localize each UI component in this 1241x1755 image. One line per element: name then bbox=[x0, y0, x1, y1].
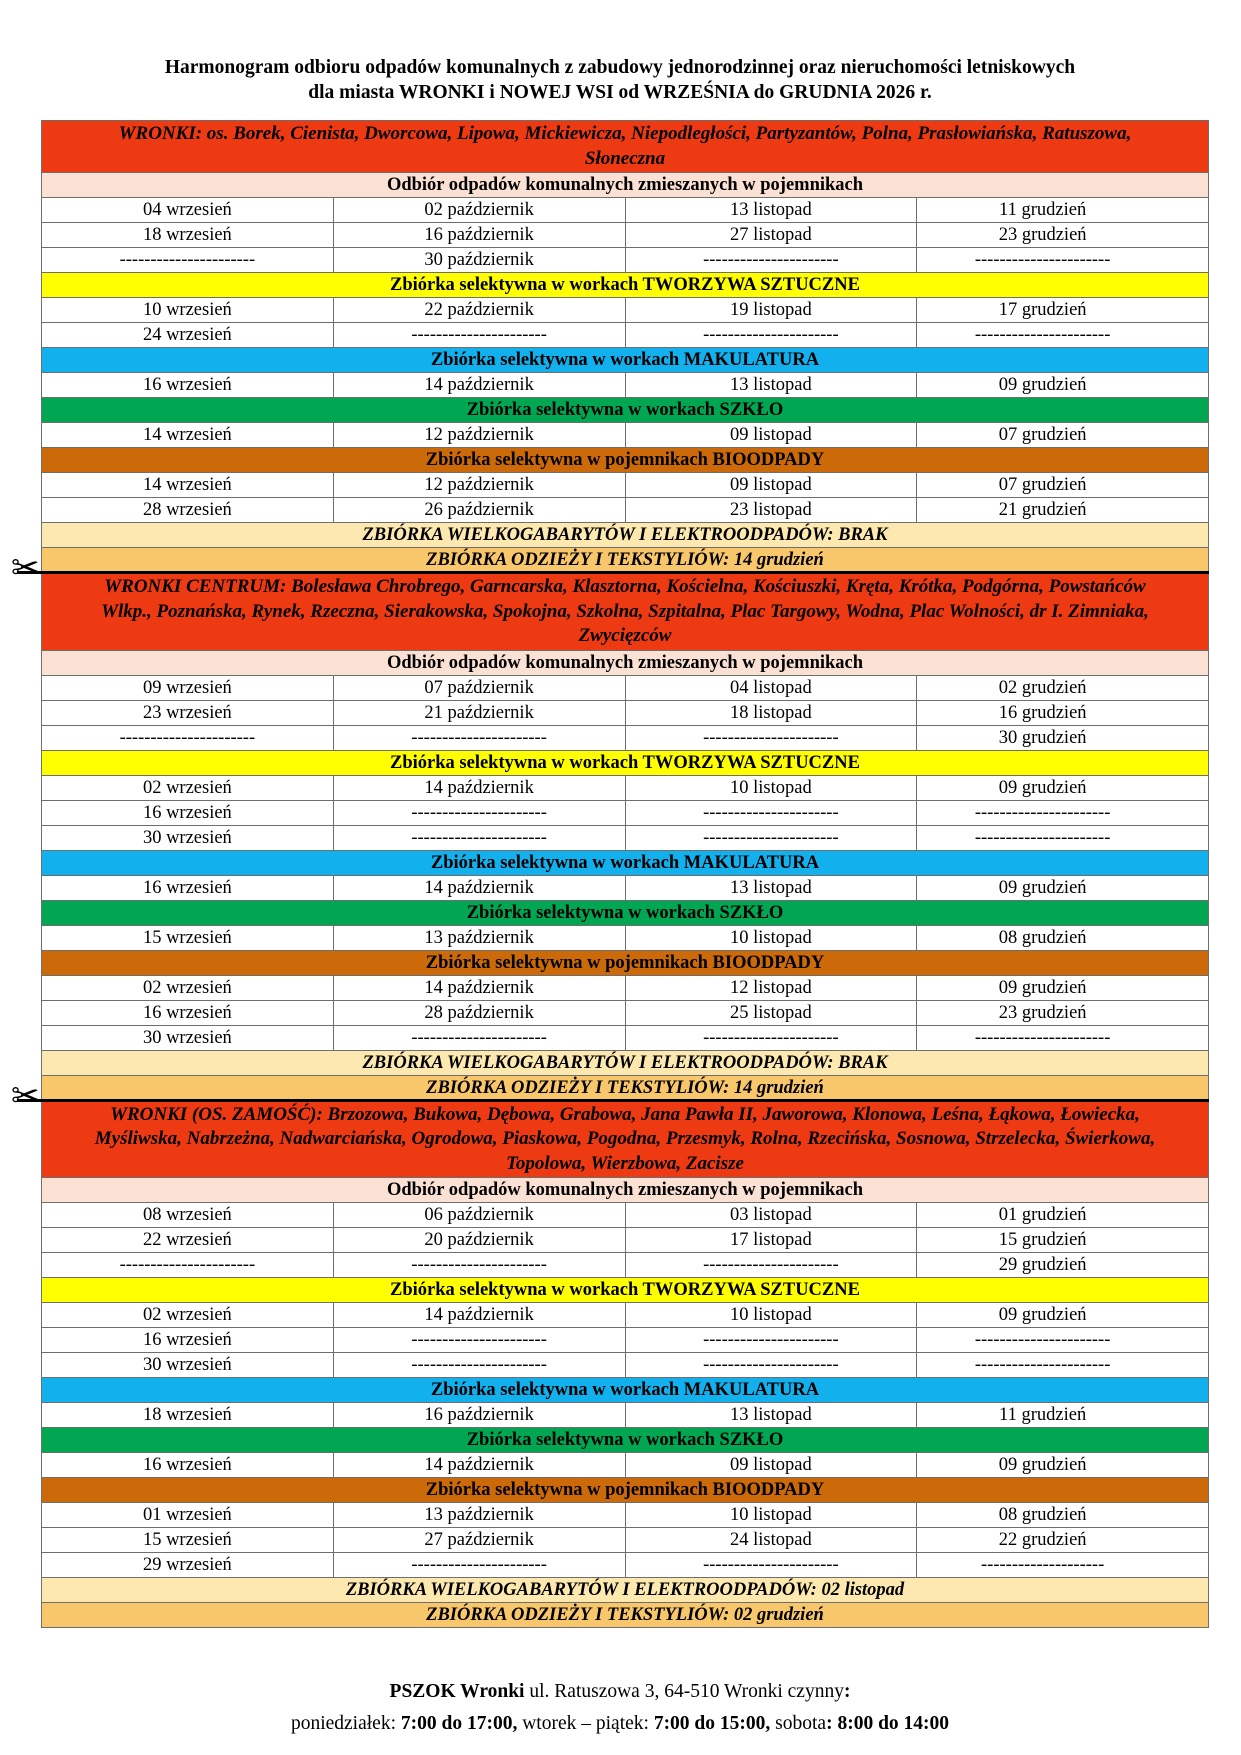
date-cell: 13 październik bbox=[333, 925, 625, 950]
date-row bbox=[42, 825, 1209, 850]
collection-header-plastic: Zbiórka selektywna w workach TWORZYWA SZTUCZNE bbox=[42, 273, 1209, 298]
date-cell: ---------------------- bbox=[625, 825, 917, 850]
date-cell: 06 październik bbox=[333, 1203, 625, 1228]
date-row bbox=[42, 1000, 1209, 1025]
date-cell: ---------------------- bbox=[333, 800, 625, 825]
date-cell: ---------------------- bbox=[333, 725, 625, 750]
date-cell: 16 wrzesień bbox=[42, 1328, 334, 1353]
date-cell: 15 grudzień bbox=[917, 1228, 1209, 1253]
collection-header-paper: Zbiórka selektywna w workach MAKULATURA bbox=[42, 850, 1209, 875]
date-cell: ---------------------- bbox=[333, 825, 625, 850]
title-line-1: Harmonogram odbioru odpadów komunalnych z zabudowy jednorodzinnej oraz nieruchomości letniskowych bbox=[164, 57, 1076, 78]
date-cell: 13 listopad bbox=[625, 875, 917, 900]
date-cell: ---------------------- bbox=[333, 1353, 625, 1378]
date-cell: 17 grudzień bbox=[917, 298, 1209, 323]
date-cell: 17 listopad bbox=[625, 1228, 917, 1253]
cut-line bbox=[17, 1099, 1209, 1102]
date-cell: 16 wrzesień bbox=[42, 1453, 334, 1478]
date-cell: 21 grudzień bbox=[917, 498, 1209, 523]
date-cell: ---------------------- bbox=[917, 1353, 1209, 1378]
date-cell: 14 październik bbox=[333, 1453, 625, 1478]
date-cell: ---------------------- bbox=[917, 1328, 1209, 1353]
collection-header-bio-row bbox=[42, 950, 1209, 975]
date-cell: 12 październik bbox=[333, 423, 625, 448]
date-cell: 14 październik bbox=[333, 775, 625, 800]
date-row bbox=[42, 1303, 1209, 1328]
date-row bbox=[42, 800, 1209, 825]
date-cell: 09 listopad bbox=[625, 1453, 917, 1478]
date-row bbox=[42, 298, 1209, 323]
date-cell: 15 wrzesień bbox=[42, 1528, 334, 1553]
date-cell: 29 grudzień bbox=[917, 1253, 1209, 1278]
title-line-2: dla miasta WRONKI i NOWEJ WSI od WRZEŚNIA do GRUDNIA 2026 r. bbox=[308, 82, 932, 103]
date-cell: 08 wrzesień bbox=[42, 1203, 334, 1228]
area-streets-row bbox=[42, 1101, 1209, 1178]
pszok-colon: : bbox=[843, 1681, 851, 1702]
collection-header-plastic: Zbiórka selektywna w workach TWORZYWA SZTUCZNE bbox=[42, 1278, 1209, 1303]
section-table bbox=[41, 1101, 1209, 1629]
textile-collection-note-row bbox=[42, 1075, 1209, 1100]
date-cell: ---------------------- bbox=[42, 1253, 334, 1278]
date-cell: ---------------------- bbox=[625, 1328, 917, 1353]
tue-fri-label: wtorek – piątek: bbox=[517, 1713, 654, 1734]
date-cell: 02 wrzesień bbox=[42, 975, 334, 1000]
collection-header-bio-row bbox=[42, 1478, 1209, 1503]
collection-header-bio: Zbiórka selektywna w pojemnikach BIOODPADY bbox=[42, 1478, 1209, 1503]
date-row bbox=[42, 1528, 1209, 1553]
date-row bbox=[42, 473, 1209, 498]
date-cell: 09 grudzień bbox=[917, 875, 1209, 900]
date-cell: -------------------- bbox=[917, 1553, 1209, 1578]
document-title bbox=[60, 55, 1180, 105]
date-cell: 26 październik bbox=[333, 498, 625, 523]
date-cell: ---------------------- bbox=[333, 1553, 625, 1578]
date-cell: 09 grudzień bbox=[917, 975, 1209, 1000]
pszok-footer bbox=[60, 1676, 1180, 1740]
saturday-hours: : 8:00 do 14:00 bbox=[826, 1713, 950, 1734]
date-row bbox=[42, 925, 1209, 950]
area-streets-row bbox=[42, 121, 1209, 173]
collection-header-paper-row bbox=[42, 348, 1209, 373]
date-cell: 08 grudzień bbox=[917, 1503, 1209, 1528]
date-cell: 09 grudzień bbox=[917, 1303, 1209, 1328]
collection-header-mixed: Odbiór odpadów komunalnych zmieszanych w pojemnikach bbox=[42, 650, 1209, 675]
pszok-hours-line bbox=[60, 1708, 1180, 1740]
date-row bbox=[42, 1253, 1209, 1278]
date-row bbox=[42, 1328, 1209, 1353]
date-cell: ---------------------- bbox=[625, 1253, 917, 1278]
date-cell: 30 październik bbox=[333, 248, 625, 273]
monday-hours: 7:00 do 17:00, bbox=[400, 1713, 518, 1734]
date-cell: 09 listopad bbox=[625, 473, 917, 498]
date-cell: 01 grudzień bbox=[917, 1203, 1209, 1228]
date-cell: ---------------------- bbox=[625, 323, 917, 348]
date-cell: 09 grudzień bbox=[917, 373, 1209, 398]
date-cell: ---------------------- bbox=[333, 323, 625, 348]
date-cell: 02 wrzesień bbox=[42, 775, 334, 800]
scissors-icon: ✂ bbox=[11, 1075, 40, 1116]
date-cell: ---------------------- bbox=[625, 1353, 917, 1378]
textile-collection-note: ZBIÓRKA ODZIEŻY I TEKSTYLIÓW: 14 grudzień bbox=[42, 1075, 1209, 1100]
date-cell: 19 listopad bbox=[625, 298, 917, 323]
date-cell: 18 listopad bbox=[625, 700, 917, 725]
date-cell: 13 listopad bbox=[625, 373, 917, 398]
date-row bbox=[42, 1203, 1209, 1228]
date-cell: 30 grudzień bbox=[917, 725, 1209, 750]
date-cell: ---------------------- bbox=[917, 1025, 1209, 1050]
date-cell: 10 listopad bbox=[625, 1503, 917, 1528]
collection-header-glass: Zbiórka selektywna w workach SZKŁO bbox=[42, 1428, 1209, 1453]
section-table bbox=[41, 573, 1209, 1101]
date-row bbox=[42, 1353, 1209, 1378]
date-cell: 07 grudzień bbox=[917, 423, 1209, 448]
date-cell: 16 wrzesień bbox=[42, 800, 334, 825]
cut-line bbox=[17, 571, 1209, 574]
collection-header-paper: Zbiórka selektywna w workach MAKULATURA bbox=[42, 348, 1209, 373]
date-cell: ---------------------- bbox=[917, 800, 1209, 825]
date-cell: 14 wrzesień bbox=[42, 423, 334, 448]
date-row bbox=[42, 498, 1209, 523]
date-cell: 14 październik bbox=[333, 1303, 625, 1328]
date-cell: 21 październik bbox=[333, 700, 625, 725]
date-row bbox=[42, 223, 1209, 248]
textile-collection-note: ZBIÓRKA ODZIEŻY I TEKSTYLIÓW: 02 grudzień bbox=[42, 1603, 1209, 1628]
date-row bbox=[42, 1453, 1209, 1478]
date-row bbox=[42, 775, 1209, 800]
date-cell: 20 październik bbox=[333, 1228, 625, 1253]
date-cell: 10 listopad bbox=[625, 925, 917, 950]
date-cell: 09 listopad bbox=[625, 423, 917, 448]
collection-header-bio: Zbiórka selektywna w pojemnikach BIOODPADY bbox=[42, 950, 1209, 975]
date-cell: ---------------------- bbox=[333, 1328, 625, 1353]
date-cell: 18 wrzesień bbox=[42, 223, 334, 248]
date-cell: 12 listopad bbox=[625, 975, 917, 1000]
date-cell: 30 wrzesień bbox=[42, 825, 334, 850]
date-cell: 02 grudzień bbox=[917, 675, 1209, 700]
bulky-waste-note-row bbox=[42, 523, 1209, 548]
date-cell: 10 wrzesień bbox=[42, 298, 334, 323]
date-row bbox=[42, 1025, 1209, 1050]
date-cell: 27 październik bbox=[333, 1528, 625, 1553]
date-cell: 02 wrzesień bbox=[42, 1303, 334, 1328]
date-cell: 09 grudzień bbox=[917, 775, 1209, 800]
date-cell: 16 październik bbox=[333, 223, 625, 248]
pszok-name: PSZOK Wronki bbox=[389, 1681, 525, 1702]
date-row bbox=[42, 875, 1209, 900]
date-cell: 18 wrzesień bbox=[42, 1403, 334, 1428]
date-cell: 14 październik bbox=[333, 975, 625, 1000]
collection-header-glass: Zbiórka selektywna w workach SZKŁO bbox=[42, 398, 1209, 423]
date-cell: 02 październik bbox=[333, 198, 625, 223]
date-cell: 16 październik bbox=[333, 1403, 625, 1428]
collection-header-mixed: Odbiór odpadów komunalnych zmieszanych w pojemnikach bbox=[42, 1178, 1209, 1203]
date-cell: 16 wrzesień bbox=[42, 875, 334, 900]
date-row bbox=[42, 323, 1209, 348]
date-row bbox=[42, 675, 1209, 700]
date-cell: 13 listopad bbox=[625, 1403, 917, 1428]
collection-header-bio: Zbiórka selektywna w pojemnikach BIOODPADY bbox=[42, 448, 1209, 473]
section-table bbox=[41, 120, 1209, 573]
collection-header-plastic-row bbox=[42, 273, 1209, 298]
date-cell: 01 wrzesień bbox=[42, 1503, 334, 1528]
date-cell: ---------------------- bbox=[42, 725, 334, 750]
date-cell: 22 październik bbox=[333, 298, 625, 323]
pszok-address-line bbox=[60, 1676, 1180, 1708]
collection-header-glass: Zbiórka selektywna w workach SZKŁO bbox=[42, 900, 1209, 925]
date-row bbox=[42, 725, 1209, 750]
date-cell: 29 wrzesień bbox=[42, 1553, 334, 1578]
date-cell: 28 październik bbox=[333, 1000, 625, 1025]
date-cell: 24 listopad bbox=[625, 1528, 917, 1553]
date-cell: ---------------------- bbox=[333, 1025, 625, 1050]
date-cell: 12 październik bbox=[333, 473, 625, 498]
date-cell: 15 wrzesień bbox=[42, 925, 334, 950]
bulky-waste-note: ZBIÓRKA WIELKOGABARYTÓW I ELEKTROODPADÓW: BRAK bbox=[42, 523, 1209, 548]
date-cell: 30 wrzesień bbox=[42, 1025, 334, 1050]
date-row bbox=[42, 1553, 1209, 1578]
collection-header-plastic-row bbox=[42, 750, 1209, 775]
area-streets: WRONKI (OS. ZAMOŚĆ): Brzozowa, Bukowa, Dębowa, Grabowa, Jana Pawła II, Jaworowa, Klonowa, Leśna, Łąkowa, Łowiecka, Myśliwska, Nabrzeżna, Nadwarciańska, Ogrodowa, Piaskowa, Pogodna, Przesmyk, Rolna, Rzecińska, Sosnowa, Strzelecka, Świerkowa, Topolowa, Wierzbowa, Zacisze bbox=[42, 1101, 1209, 1178]
date-cell: 07 październik bbox=[333, 675, 625, 700]
date-cell: ---------------------- bbox=[625, 800, 917, 825]
monday-label: poniedziałek: bbox=[290, 1713, 401, 1734]
pszok-address: ul. Ratuszowa 3, 64-510 Wronki czynny bbox=[524, 1681, 844, 1702]
collection-header-mixed-row bbox=[42, 1178, 1209, 1203]
date-cell: 10 listopad bbox=[625, 1303, 917, 1328]
date-cell: 23 grudzień bbox=[917, 1000, 1209, 1025]
date-row bbox=[42, 700, 1209, 725]
collection-header-plastic: Zbiórka selektywna w workach TWORZYWA SZTUCZNE bbox=[42, 750, 1209, 775]
collection-header-mixed: Odbiór odpadów komunalnych zmieszanych w pojemnikach bbox=[42, 173, 1209, 198]
date-cell: 10 listopad bbox=[625, 775, 917, 800]
date-cell: 09 grudzień bbox=[917, 1453, 1209, 1478]
date-cell: 23 wrzesień bbox=[42, 700, 334, 725]
date-cell: 23 grudzień bbox=[917, 223, 1209, 248]
date-cell: ---------------------- bbox=[333, 1253, 625, 1278]
bulky-waste-note: ZBIÓRKA WIELKOGABARYTÓW I ELEKTROODPADÓW: 02 listopad bbox=[42, 1578, 1209, 1603]
collection-header-paper-row bbox=[42, 850, 1209, 875]
collection-header-mixed-row bbox=[42, 650, 1209, 675]
date-cell: 04 listopad bbox=[625, 675, 917, 700]
date-cell: 16 wrzesień bbox=[42, 373, 334, 398]
date-cell: 13 listopad bbox=[625, 198, 917, 223]
date-cell: 16 grudzień bbox=[917, 700, 1209, 725]
date-row bbox=[42, 248, 1209, 273]
date-cell: 22 wrzesień bbox=[42, 1228, 334, 1253]
date-cell: 11 grudzień bbox=[917, 198, 1209, 223]
date-cell: 11 grudzień bbox=[917, 1403, 1209, 1428]
date-cell: ---------------------- bbox=[42, 248, 334, 273]
bulky-waste-note-row bbox=[42, 1578, 1209, 1603]
collection-header-glass-row bbox=[42, 398, 1209, 423]
date-cell: 09 wrzesień bbox=[42, 675, 334, 700]
date-cell: 07 grudzień bbox=[917, 473, 1209, 498]
textile-collection-note-row bbox=[42, 1603, 1209, 1628]
date-cell: 24 wrzesień bbox=[42, 323, 334, 348]
collection-header-paper-row bbox=[42, 1378, 1209, 1403]
collection-header-glass-row bbox=[42, 900, 1209, 925]
date-row bbox=[42, 423, 1209, 448]
date-cell: ---------------------- bbox=[625, 725, 917, 750]
collection-header-glass-row bbox=[42, 1428, 1209, 1453]
date-cell: ---------------------- bbox=[917, 323, 1209, 348]
date-cell: 14 październik bbox=[333, 875, 625, 900]
area-streets-row bbox=[42, 574, 1209, 651]
schedule-table-container bbox=[11, 120, 1209, 1628]
date-cell: ---------------------- bbox=[917, 248, 1209, 273]
date-cell: 13 październik bbox=[333, 1503, 625, 1528]
tue-fri-hours: 7:00 do 15:00, bbox=[653, 1713, 771, 1734]
date-row bbox=[42, 975, 1209, 1000]
date-row bbox=[42, 373, 1209, 398]
date-cell: 28 wrzesień bbox=[42, 498, 334, 523]
scissors-icon: ✂ bbox=[11, 548, 40, 588]
date-cell: 14 wrzesień bbox=[42, 473, 334, 498]
date-cell: 08 grudzień bbox=[917, 925, 1209, 950]
date-cell: 30 wrzesień bbox=[42, 1353, 334, 1378]
date-cell: ---------------------- bbox=[917, 825, 1209, 850]
date-cell: 16 wrzesień bbox=[42, 1000, 334, 1025]
date-cell: 25 listopad bbox=[625, 1000, 917, 1025]
date-cell: 03 listopad bbox=[625, 1203, 917, 1228]
date-cell: 22 grudzień bbox=[917, 1528, 1209, 1553]
date-cell: ---------------------- bbox=[625, 1025, 917, 1050]
textile-collection-note: ZBIÓRKA ODZIEŻY I TEKSTYLIÓW: 14 grudzień bbox=[42, 548, 1209, 573]
date-row bbox=[42, 198, 1209, 223]
area-streets: WRONKI CENTRUM: Bolesława Chrobrego, Garncarska, Klasztorna, Kościelna, Kościuszki, Kręta, Krótka, Podgórna, Powstańców Wlkp., Poznańska, Rynek, Rzeczna, Sierakowska, Spokojna, Szkolna, Szpitalna, Plac Targowy, Wodna, Plac Wolności, dr I. Zimniaka, Zwycięzców bbox=[42, 574, 1209, 651]
collection-header-bio-row bbox=[42, 448, 1209, 473]
date-cell: 27 listopad bbox=[625, 223, 917, 248]
area-streets: WRONKI: os. Borek, Cienista, Dworcowa, Lipowa, Mickiewicza, Niepodległości, Partyzantów, Polna, Prasłowiańska, Ratuszowa, Słoneczna bbox=[42, 121, 1209, 173]
date-row bbox=[42, 1503, 1209, 1528]
collection-header-paper: Zbiórka selektywna w workach MAKULATURA bbox=[42, 1378, 1209, 1403]
saturday-label: sobota bbox=[770, 1713, 827, 1734]
bulky-waste-note-row bbox=[42, 1050, 1209, 1075]
date-row bbox=[42, 1403, 1209, 1428]
textile-collection-note-row bbox=[42, 548, 1209, 573]
date-cell: 14 październik bbox=[333, 373, 625, 398]
date-cell: 23 listopad bbox=[625, 498, 917, 523]
collection-header-mixed-row bbox=[42, 173, 1209, 198]
collection-header-plastic-row bbox=[42, 1278, 1209, 1303]
bulky-waste-note: ZBIÓRKA WIELKOGABARYTÓW I ELEKTROODPADÓW: BRAK bbox=[42, 1050, 1209, 1075]
date-cell: ---------------------- bbox=[625, 1553, 917, 1578]
date-cell: 04 wrzesień bbox=[42, 198, 334, 223]
date-cell: ---------------------- bbox=[625, 248, 917, 273]
date-row bbox=[42, 1228, 1209, 1253]
